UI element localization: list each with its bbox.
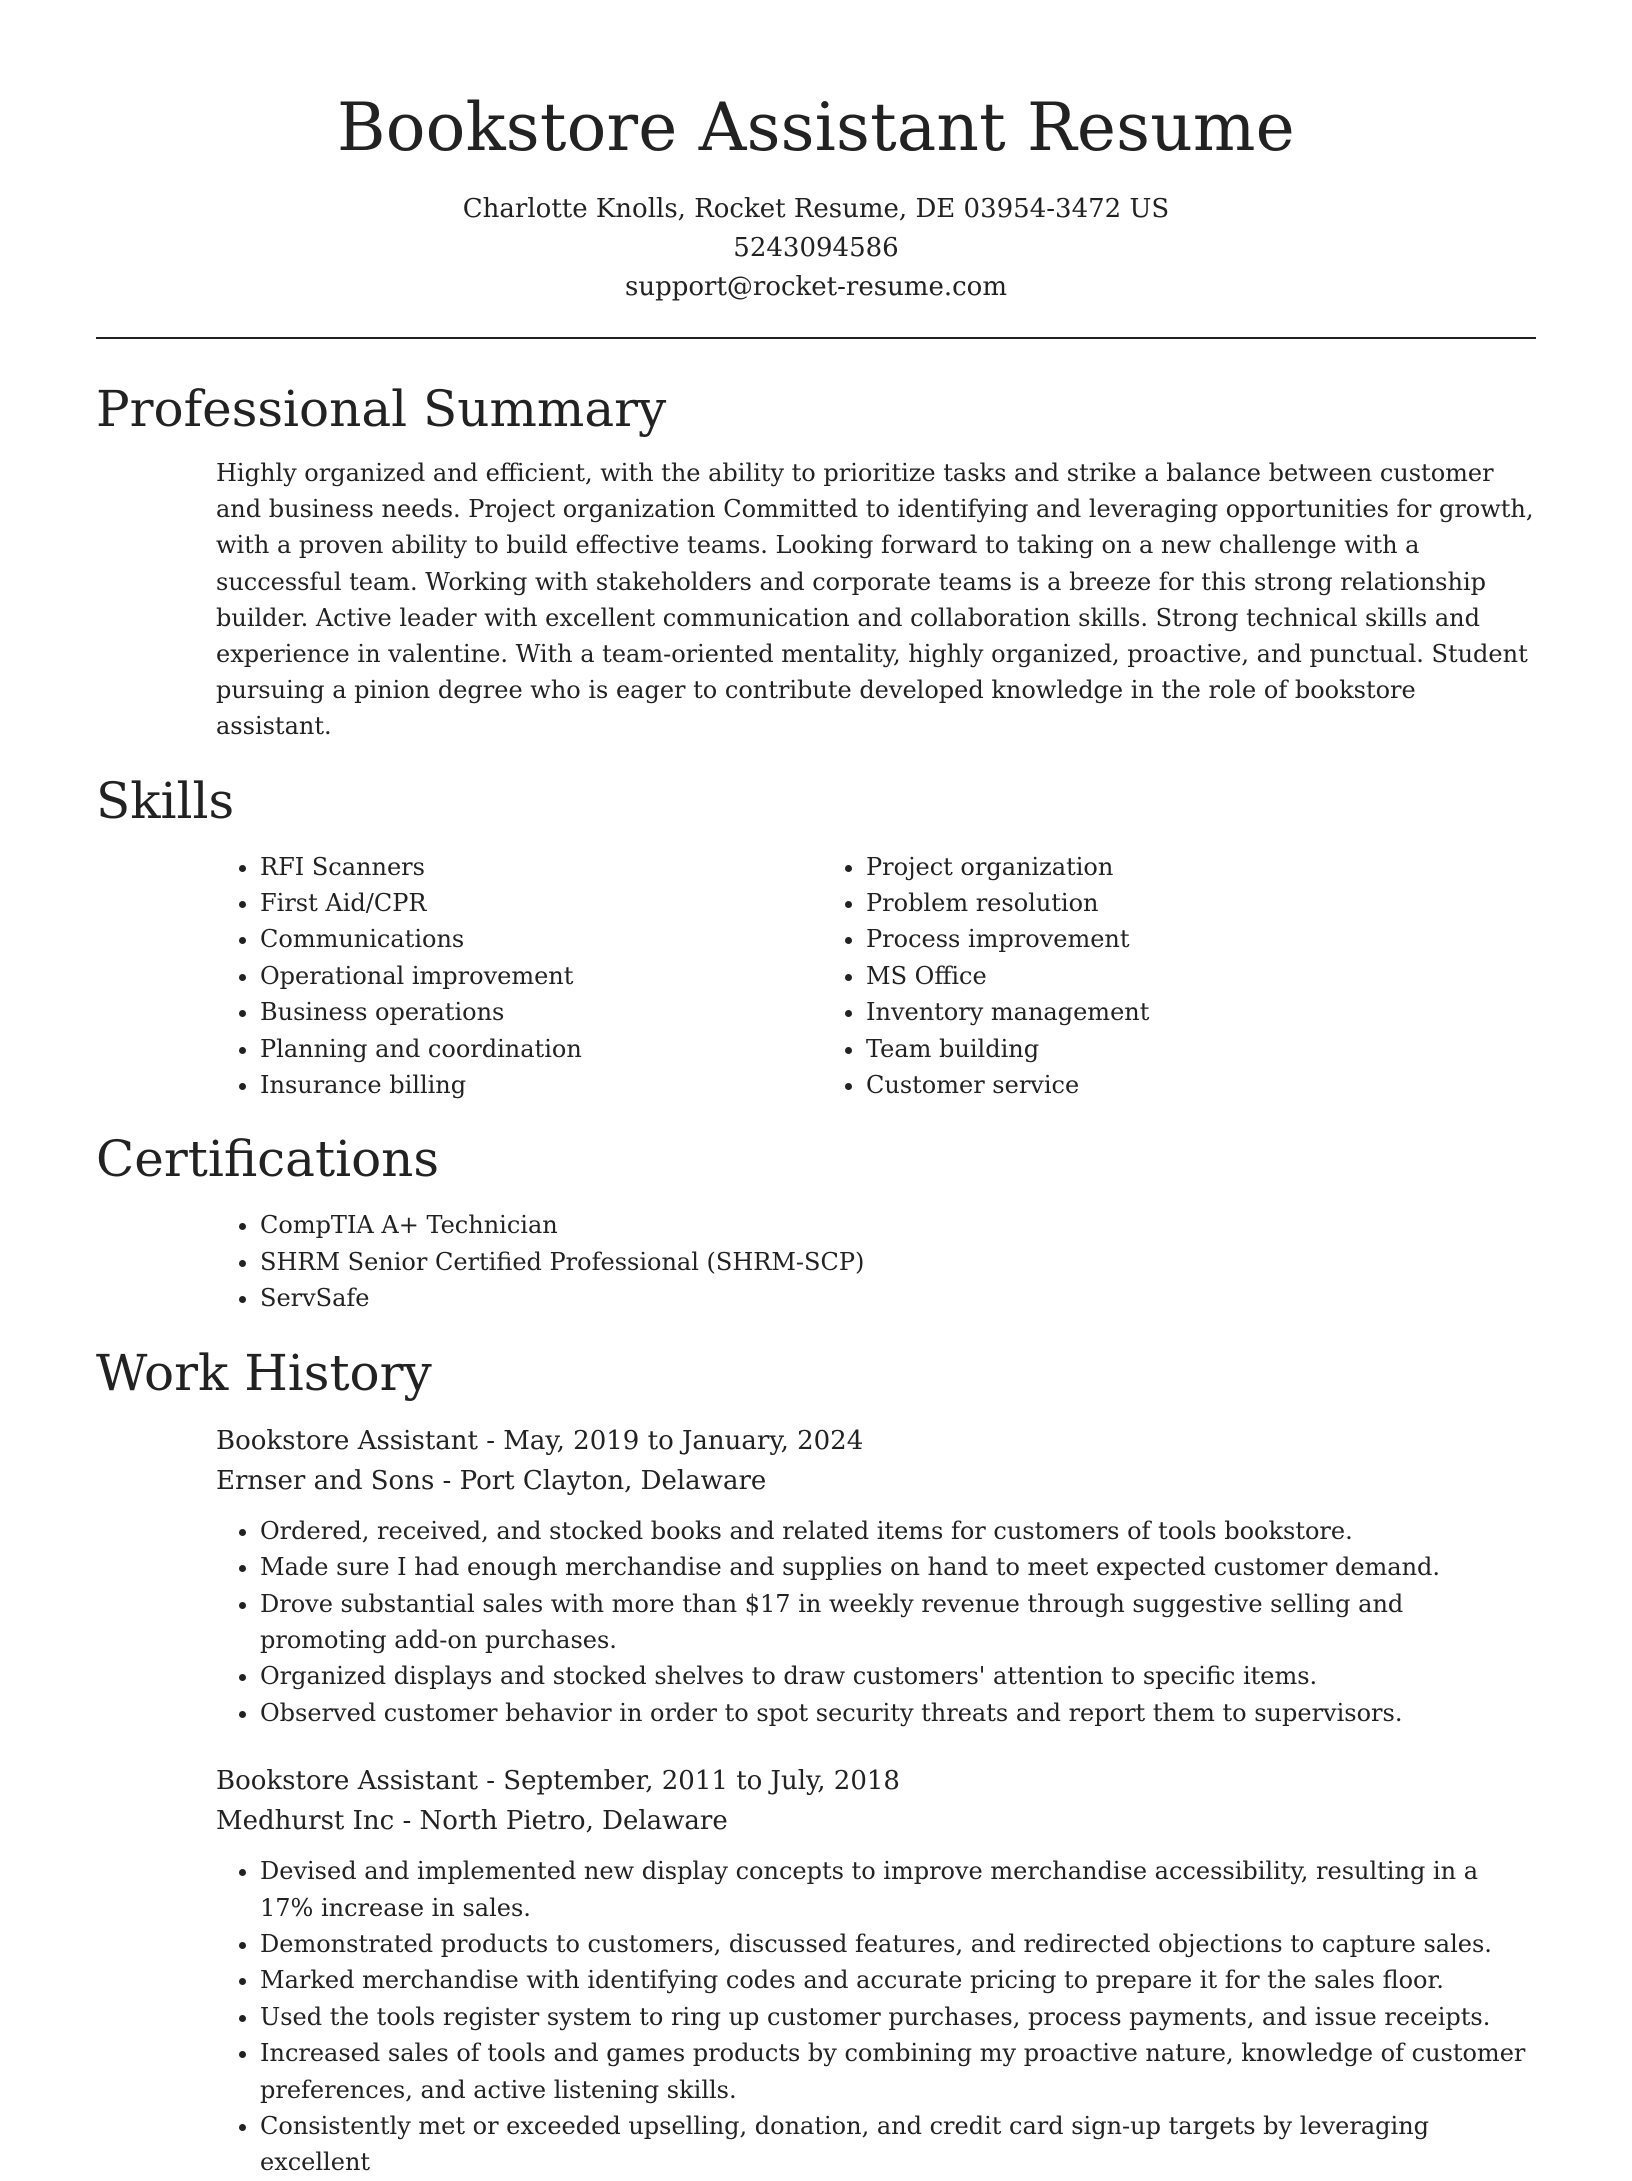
skills-columns [216,849,1536,1104]
skills-section [96,769,1536,1104]
resume-page [96,0,1536,2181]
job-bullet: • Ordered, received, and stocked books and related items for customers of tools bookstore. [260,1513,1536,1549]
skill-item: • Insurance billing [260,1067,822,1103]
job-company: Ernser and Sons [216,1465,435,1496]
job-bullet: • Made sure I had enough merchandise and supplies on hand to meet expected customer demand. [260,1549,1536,1585]
skill-item: • Inventory management [866,994,1428,1030]
job-bullets [216,1853,1536,2181]
resume-title: Bookstore Assistant Resume [337,89,1295,166]
work-history-heading: Work History [96,1343,432,1402]
job-bullets [216,1513,1536,1731]
contact-address: Charlotte Knolls, Rocket Resume, DE 03954-3472 US [462,194,1170,224]
certifications-section [96,1127,1536,1316]
skills-heading: Skills [96,771,235,830]
job-company-line: Medhurst Inc - North Pietro, Delaware [216,1806,728,1837]
job-bullet: • Increased sales of tools and games products by combining my proactive nature, knowledge of customer preferences, and active listening skills. [260,2035,1536,2108]
job-location: Port Clayton, Delaware [459,1465,767,1496]
job-entry [216,1761,1536,2181]
contact-email: support@rocket-resume.com [624,272,1007,302]
job-title-line: Bookstore Assistant - September, 2011 to July, 2018 [216,1766,900,1797]
skill-item: • Team building [866,1031,1428,1067]
job-bullet: • Marked merchandise with identifying codes and accurate pricing to prepare it for the sales floor. [260,1962,1536,1998]
job-dates: September, 2011 to July, 2018 [503,1766,900,1797]
skill-item: • Problem resolution [866,885,1428,921]
resume-header [96,86,1536,339]
job-title-line: Bookstore Assistant - May, 2019 to January, 2024 [216,1425,864,1456]
certifications-list [216,1207,1536,1316]
job-title: Bookstore Assistant [216,1425,478,1456]
skill-item: • Project organization [866,849,1428,885]
work-history-section [96,1341,1536,2181]
job-company-line: Ernser and Sons - Port Clayton, Delaware [216,1465,767,1496]
summary-section [96,377,1536,745]
contact-phone: 5243094586 [733,233,899,263]
contact-block [96,190,1536,307]
summary-text: Highly organized and efficient, with the ability to prioritize tasks and strike a balance between customer and business needs. Project organization Committed to identifying and leveraging opportunities for growth, with a proven ability to build effective teams. Looking forward to taking on a new challenge with a successful team. Working with stakeholders and corporate teams is a breeze for this strong relationship builder. Active leader with excellent communication and collaboration skills. Strong technical skills and experience in valentine. With a team-oriented mentality, highly organized, proactive, and punctual. Student pursuing a pinion degree who is eager to contribute developed knowledge in the role of bookstore assistant. [216,459,1534,741]
job-bullet: • Organized displays and stocked shelves to draw customers' attention to specific items. [260,1658,1536,1694]
summary-heading: Professional Summary [96,380,667,438]
skill-item: • First Aid/CPR [260,885,822,921]
job-bullet: • Devised and implemented new display concepts to improve merchandise accessibility, resulting in a 17% increase in sales. [260,1853,1536,1926]
certification-item: • ServSafe [260,1280,1536,1316]
skill-item: • Planning and coordination [260,1031,822,1067]
skill-item: • Business operations [260,994,822,1030]
job-location: North Pietro, Delaware [419,1806,728,1837]
skill-item: • Operational improvement [260,958,822,994]
skill-item: • Customer service [866,1067,1428,1103]
job-company: Medhurst Inc [216,1806,395,1837]
skills-list-left [216,849,822,1104]
job-title: Bookstore Assistant [216,1766,478,1797]
job-bullet: • Observed customer behavior in order to spot security threats and report them to supervisors. [260,1695,1536,1731]
job-dates: May, 2019 to January, 2024 [503,1425,864,1456]
skill-item: • Communications [260,921,822,957]
certifications-heading: Certifications [96,1130,440,1189]
job-entry [216,1421,1536,1731]
job-bullet: • Consistently met or exceeded upselling, donation, and credit card sign-up targets by leveraging excellent [260,2108,1536,2181]
job-bullet: • Demonstrated products to customers, discussed features, and redirected objections to capture sales. [260,1926,1536,1962]
skills-list-right [822,849,1428,1104]
job-bullet: • Used the tools register system to ring up customer purchases, process payments, and issue receipts. [260,1999,1536,2035]
job-bullet: • Drove substantial sales with more than $17 in weekly revenue through suggestive selling and promoting add-on purchases. [260,1586,1536,1659]
certification-item: • CompTIA A+ Technician [260,1207,1536,1243]
header-divider [96,337,1536,339]
certification-item: • SHRM Senior Certified Professional (SHRM-SCP) [260,1244,1536,1280]
skill-item: • Process improvement [866,921,1428,957]
skill-item: • RFI Scanners [260,849,822,885]
skill-item: • MS Office [866,958,1428,994]
